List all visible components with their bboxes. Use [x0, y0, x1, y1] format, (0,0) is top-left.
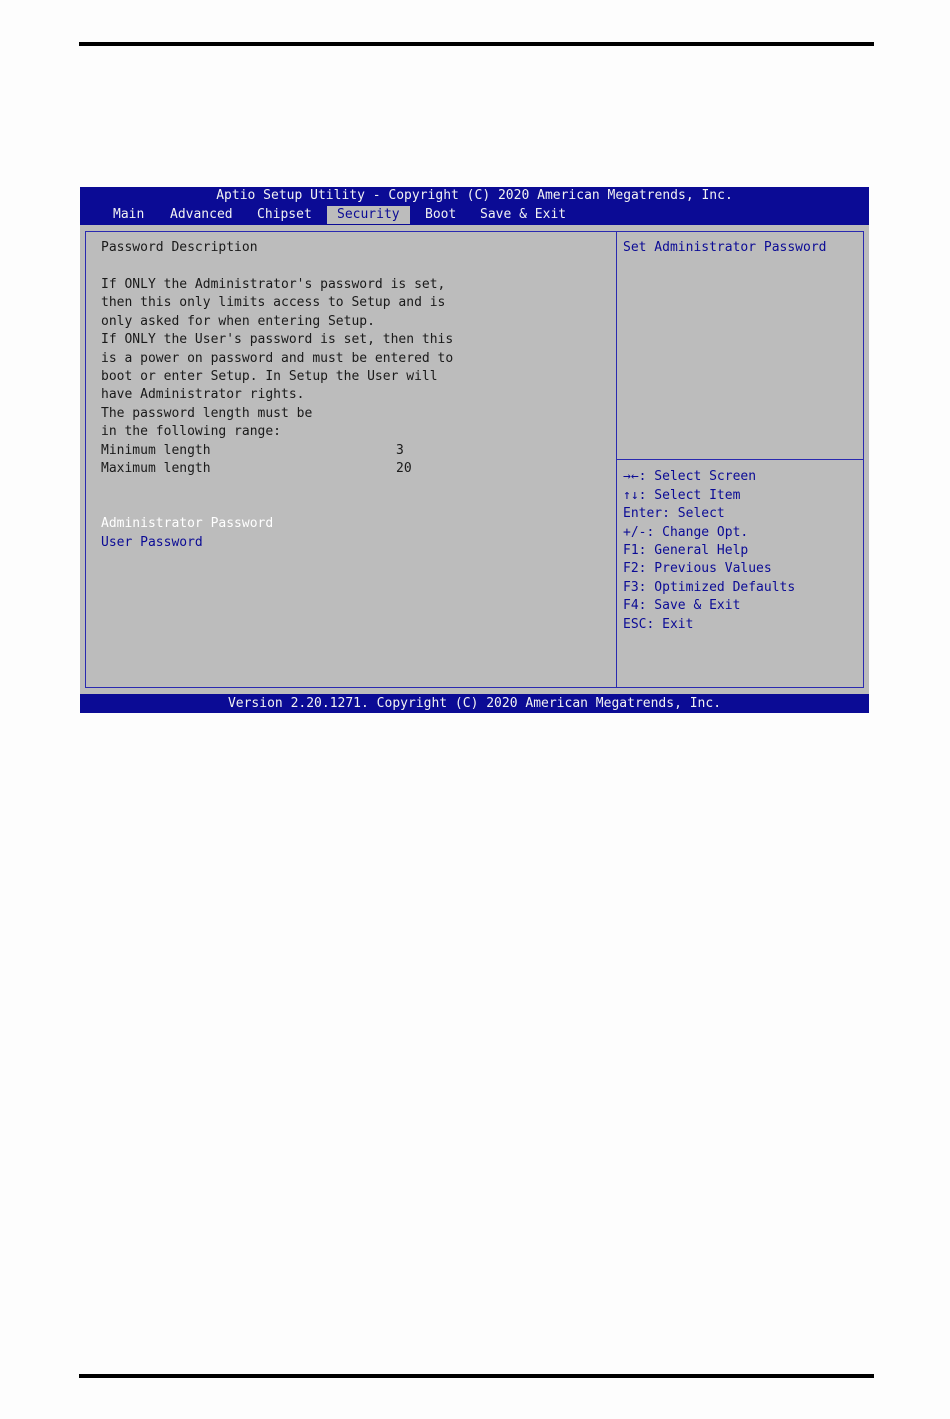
- page-top-rule: [79, 42, 874, 46]
- description-line: is a power on password and must be entered to: [101, 351, 454, 366]
- title-bar: [80, 187, 869, 225]
- min-length-value: 3: [396, 443, 404, 458]
- key-help-f2: F2: Previous Values: [623, 561, 772, 576]
- key-help-select-screen: →←: Select Screen: [623, 469, 757, 484]
- tab-bar: [80, 206, 869, 224]
- key-help-change-opt: +/-: Change Opt.: [623, 525, 749, 540]
- key-help-f4: F4: Save & Exit: [623, 598, 741, 613]
- help-divider: [617, 459, 863, 460]
- description-line: If ONLY the Administrator's password is set,: [101, 277, 446, 292]
- user-password-item[interactable]: User Password: [101, 535, 203, 550]
- item-help-text: Set Administrator Password: [623, 240, 827, 255]
- key-help-f1: F1: General Help: [623, 543, 749, 558]
- key-help-select-item: ↑↓: Select Item: [623, 488, 741, 503]
- administrator-password-item[interactable]: Administrator Password: [101, 516, 274, 531]
- tab-boot[interactable]: Boot: [425, 207, 457, 222]
- key-help-f3: F3: Optimized Defaults: [623, 580, 796, 595]
- content-frame: [85, 231, 864, 688]
- description-line: only asked for when entering Setup.: [101, 314, 375, 329]
- tab-main[interactable]: Main: [113, 207, 145, 222]
- description-line: The password length must be: [101, 406, 313, 421]
- key-help-esc: ESC: Exit: [623, 617, 694, 632]
- min-length-label: Minimum length: [101, 443, 211, 458]
- tab-advanced[interactable]: Advanced: [170, 207, 233, 222]
- description-line: If ONLY the User's password is set, then this: [101, 332, 454, 347]
- tab-save-exit[interactable]: Save & Exit: [480, 207, 567, 222]
- description-line: in the following range:: [101, 424, 282, 439]
- description-line: boot or enter Setup. In Setup the User will: [101, 369, 438, 384]
- title-text: Aptio Setup Utility - Copyright (C) 2020 American Megatrends, Inc.: [216, 188, 733, 203]
- version-footer: Version 2.20.1271. Copyright (C) 2020 American Megatrends, Inc.: [80, 694, 869, 713]
- tab-security[interactable]: Security: [327, 206, 410, 224]
- password-description-heading: Password Description: [101, 240, 258, 255]
- bios-setup-screen: [80, 187, 869, 713]
- description-line: then this only limits access to Setup and is: [101, 295, 446, 310]
- key-help-enter: Enter: Select: [623, 506, 725, 521]
- page-bottom-rule: [79, 1374, 874, 1378]
- description-line: have Administrator rights.: [101, 387, 305, 402]
- tab-chipset[interactable]: Chipset: [257, 207, 312, 222]
- max-length-value: 20: [396, 461, 412, 476]
- max-length-label: Maximum length: [101, 461, 211, 476]
